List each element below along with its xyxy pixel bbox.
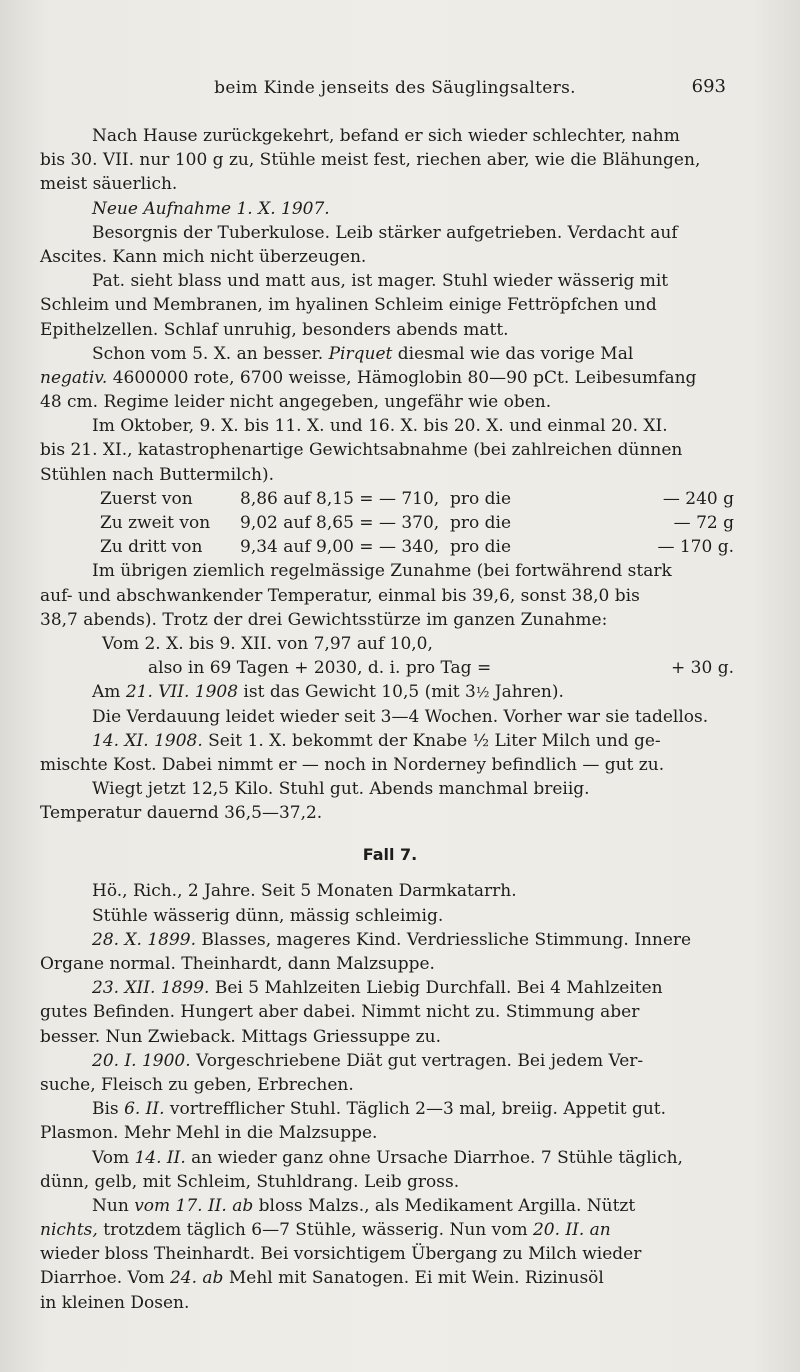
text-span: Jahren). — [489, 682, 564, 703]
paragraph-block-d — [40, 705, 740, 729]
text-line: Organe normal. Theinhardt, dann Malzsuppe. — [40, 954, 435, 974]
text-line: Vom 2. X. bis 9. XII. von 7,97 auf 10,0, — [102, 633, 433, 654]
text-span: vortrefflicher Stuhl. Täglich 2—3 mal, breiig. Appetit gut. — [164, 1099, 667, 1120]
weight-cell: Zuerst von — [100, 488, 193, 509]
text-line — [40, 1097, 740, 1121]
weight-cell: Zu zweit von — [100, 513, 211, 533]
text-span: trotzdem täglich 6—7 Stühle, wässerig. Nun vom — [97, 1220, 533, 1241]
paragraph-block-c — [40, 559, 740, 656]
text-span: Blasses, mageres Kind. Verdriessliche Stimmung. Innere — [196, 929, 692, 950]
weight-row — [40, 535, 740, 559]
text-line — [40, 656, 740, 680]
text-line — [40, 342, 740, 366]
text-line: besser. Nun Zwieback. Mittags Griessuppe zu. — [40, 1026, 441, 1047]
date-italic: 6. II. — [124, 1099, 165, 1120]
text-span: ½ — [475, 685, 490, 702]
date-italic: 28. X. 1899. — [92, 929, 197, 950]
weight-cell: 9,02 auf 8,65 = — 370, — [240, 513, 440, 533]
paragraph-block-e — [40, 753, 740, 826]
text-line — [40, 1146, 740, 1170]
page-number: 693 — [691, 76, 726, 97]
text-line: Besorgnis der Tuberkulose. Leib stärker aufgetrieben. Verdacht auf — [92, 222, 678, 243]
weight-cell: pro die — [450, 537, 512, 558]
text-span: ist das Gewicht 10,5 (mit 3 — [238, 682, 476, 703]
text-line — [40, 1194, 740, 1218]
weight-cell: — 170 g. — [657, 537, 734, 558]
paragraph-block-a — [40, 124, 740, 342]
running-title: beim Kinde jenseits des Säuglingsalters. — [214, 78, 576, 98]
section-title: Fall 7. — [362, 845, 418, 865]
text-line: Temperatur dauernd 36,5—37,2. — [40, 803, 323, 824]
weight-row — [40, 511, 740, 535]
weight-cell: pro die — [450, 488, 512, 509]
text-line: gutes Befinden. Hungert aber dabei. Nimmt nicht zu. Stimmung aber — [40, 1002, 640, 1023]
date-italic: 14. XI. 1908. — [92, 730, 203, 751]
weight-cell: Zu dritt von — [100, 537, 203, 558]
text-span: Am — [92, 682, 126, 703]
paragraph-block-f — [40, 879, 740, 927]
text-line: wieder bloss Theinhardt. Bei vorsichtigem Übergang zu Milch wieder — [40, 1244, 642, 1265]
weight-cell: 8,86 auf 8,15 = — 710, — [240, 488, 440, 509]
date-italic: 20. II. an — [532, 1220, 611, 1241]
text-line: Ascites. Kann mich nicht überzeugen. — [40, 246, 367, 267]
text-line: Stühle wässerig dünn, mässig schleimig. — [92, 905, 444, 926]
paragraph-block-g — [40, 1242, 740, 1266]
text-span: Diarrhoe. Vom — [40, 1268, 170, 1289]
case-entries — [40, 928, 740, 1097]
pirquet-term: Pirquet — [328, 343, 393, 364]
text-line — [40, 729, 740, 753]
text-line: Wiegt jetzt 12,5 Kilo. Stuhl gut. Abends manchmal breiig. — [92, 779, 590, 800]
text-span: Vom — [92, 1147, 135, 1168]
text-span: + 30 g. — [671, 658, 734, 679]
text-span: Schon vom 5. X. an besser. — [92, 343, 329, 364]
text-line: Schleim und Membranen, im hyalinen Schleim einige Fettröpfchen und — [40, 295, 657, 316]
text-line: Epithelzellen. Schlaf unruhig, besonders abends matt. — [40, 319, 509, 340]
text-line: Im Oktober, 9. X. bis 11. X. und 16. X. bis 20. X. und einmal 20. XI. — [92, 416, 668, 437]
text-line: bis 30. VII. nur 100 g zu, Stühle meist fest, riechen aber, wie die Blähungen, — [40, 150, 701, 171]
text-line: Nach Hause zurückgekehrt, befand er sich wieder schlechter, nahm — [92, 126, 680, 146]
text-span: Bis — [92, 1099, 125, 1120]
date-italic: 21. VII. 1908 — [125, 682, 239, 703]
text-line: Neue Aufnahme 1. X. 1907. — [92, 198, 330, 219]
text-line: 38,7 abends). Trotz der drei Gewichtsstürze im ganzen Zunahme: — [40, 609, 608, 630]
text-line: suche, Fleisch zu geben, Erbrechen. — [40, 1074, 354, 1095]
weight-cell: — 240 g — [662, 488, 734, 509]
date-italic: 24. ab — [169, 1268, 224, 1289]
text-span: also in 69 Tagen + 2030, d. i. pro Tag = — [148, 658, 492, 679]
text-line: meist säuerlich. — [40, 174, 178, 195]
text-line: mischte Kost. Dabei nimmt er — noch in Norderney befindlich — gut zu. — [40, 754, 665, 775]
text-line — [40, 976, 740, 1000]
weight-table — [40, 487, 740, 560]
text-line — [40, 680, 740, 704]
weight-cell: pro die — [450, 513, 512, 533]
text-line: auf- und abschwankender Temperatur, einmal bis 39,6, sonst 38,0 bis — [40, 585, 640, 606]
body-text — [40, 124, 740, 1315]
text-line: Im übrigen ziemlich regelmässige Zunahme (bei fortwährend stark — [92, 561, 672, 582]
text-span: Nun — [92, 1195, 135, 1216]
nichts-term: nichts, — [40, 1220, 98, 1241]
text-line: in kleinen Dosen. — [40, 1292, 190, 1313]
paragraph-block-b — [40, 390, 740, 487]
weight-cell: — 72 g — [673, 513, 734, 533]
text-span: 4600000 rote, 6700 weisse, Hämoglobin 80—90 pCt. Leibesumfang — [107, 367, 697, 388]
text-line: Die Verdauung leidet wieder seit 3—4 Wochen. Vorher war sie tadellos. — [92, 706, 709, 727]
date-italic: vom 17. II. ab — [134, 1195, 254, 1216]
text-span: Seit 1. X. bekommt der Knabe ½ Liter Milch und ge- — [202, 730, 661, 751]
weight-cell: 9,34 auf 9,00 = — 340, — [240, 537, 440, 558]
text-line: bis 21. XI., katastrophenartige Gewichtsabnahme (bei zahlreichen dünnen — [40, 440, 683, 461]
text-line — [40, 928, 740, 952]
date-italic: 23. XII. 1899. — [92, 978, 210, 999]
text-span: diesmal wie das vorige Mal — [392, 343, 634, 364]
text-line — [40, 1049, 740, 1073]
text-line: Pat. sieht blass und matt aus, ist mager. Stuhl wieder wässerig mit — [92, 271, 669, 292]
text-span: Bei 5 Mahlzeiten Liebig Durchfall. Bei 4 Mahlzeiten — [209, 978, 663, 999]
text-line: Stühlen nach Buttermilch). — [40, 464, 274, 485]
text-line: Plasmon. Mehr Mehl in die Malzsuppe. — [40, 1123, 378, 1144]
text-span: Mehl mit Sanatogen. Ei mit Wein. Rizinusöl — [223, 1268, 604, 1289]
date-italic: 20. I. 1900. — [92, 1050, 191, 1071]
negativ-term: negativ. — [40, 367, 108, 388]
text-span: an wieder ganz ohne Ursache Diarrhoe. 7 Stühle täglich, — [185, 1147, 683, 1168]
text-line: Hö., Rich., 2 Jahre. Seit 5 Monaten Darmkatarrh. — [92, 881, 517, 902]
page-header — [60, 72, 730, 102]
text-line — [40, 1266, 740, 1290]
text-line — [40, 1218, 740, 1242]
date-italic: 14. II. — [134, 1147, 186, 1168]
text-line: 48 cm. Regime leider nicht angegeben, ungefähr wie oben. — [40, 392, 552, 413]
text-line — [40, 366, 740, 390]
text-span: bloss Malzs., als Medikament Argilla. Nützt — [253, 1195, 636, 1216]
text-line: dünn, gelb, mit Schleim, Stuhldrang. Leib gross. — [40, 1171, 460, 1192]
weight-row — [40, 487, 740, 511]
text-span: Vorgeschriebene Diät gut vertragen. Bei jedem Ver- — [190, 1050, 644, 1071]
